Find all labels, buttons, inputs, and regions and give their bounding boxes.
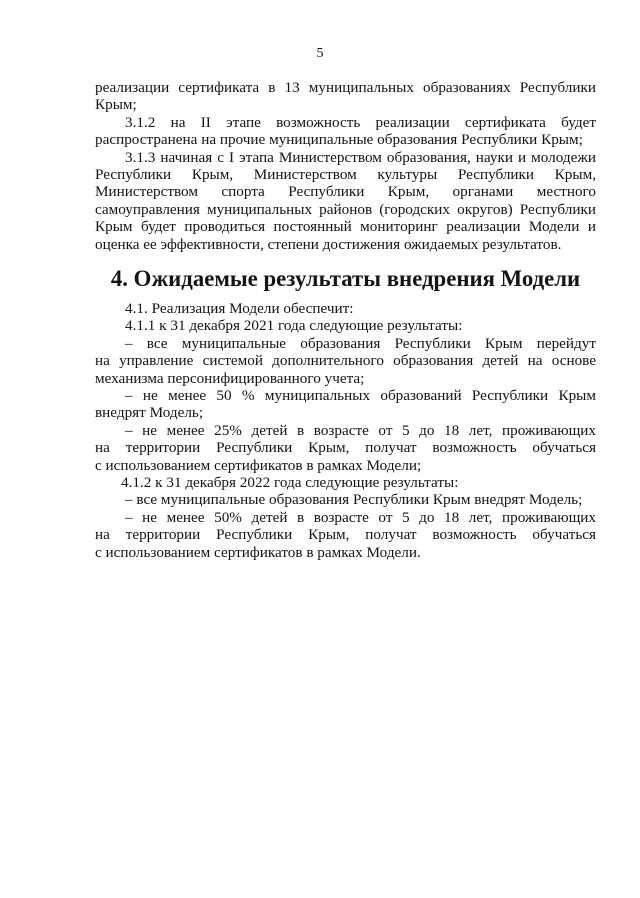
section-3-paragraphs <box>95 79 596 253</box>
text-line: 4.1.2 к 31 декабря 2022 года следующие результаты: <box>121 474 459 492</box>
text-line: – все муниципальные образования Республики Крым перейдут <box>125 334 596 352</box>
text-line: 3.1.2 на II этапе возможность реализации сертификата будет <box>125 113 596 131</box>
text-line: оценка ее эффективности, степени достижения ожидаемых результатов. <box>95 235 562 253</box>
text-line: Республики Крым, Министерством культуры Республики Крым, <box>95 166 596 184</box>
text-line: 3.1.3 начиная с I этапа Министерством образования, науки и молодежи <box>125 148 596 166</box>
text-line: Министерством спорта Республики Крым, органами местного <box>95 183 596 201</box>
text-line: на территории Республики Крым, получат возможность обучаться <box>95 526 596 544</box>
page-number: 5 <box>316 46 324 61</box>
text-line: – все муниципальные образования Республики Крым внедрят Модель; <box>125 491 583 509</box>
text-line: Крым; <box>95 96 137 114</box>
text-line: реализации сертификата в 13 муниципальных образованиях Республики <box>95 79 596 96</box>
text-line: механизма персонифицированного учета; <box>95 369 365 387</box>
text-line: с использованием сертификатов в рамках Модели. <box>95 543 421 561</box>
text-line: – не менее 50 % муниципальных образований Республики Крым <box>125 387 596 405</box>
section-4-heading: 4. Ожидаемые результаты внедрения Модели <box>110 266 581 291</box>
text-line: Крым будет проводиться постоянный мониторинг реализации Модели и <box>95 218 596 236</box>
text-line: распространена на прочие муниципальные образования Республики Крым; <box>95 131 583 149</box>
text-line: – не менее 50% детей в возрасте от 5 до 18 лет, проживающих <box>125 508 596 526</box>
text-line: – не менее 25% детей в возрасте от 5 до 18 лет, проживающих <box>125 421 596 439</box>
text-line: 4.1. Реализация Модели обеспечит: <box>125 300 354 317</box>
text-line: внедрят Модель; <box>95 404 204 422</box>
text-line: самоуправления муниципальных районов (городских округов) Республики <box>95 200 596 218</box>
text-line: на управление системой дополнительного образования детей на основе <box>95 352 596 370</box>
text-line: 4.1.1 к 31 декабря 2021 года следующие результаты: <box>125 317 463 335</box>
text-line: на территории Республики Крым, получат возможность обучаться <box>95 439 596 457</box>
section-4-paragraphs <box>95 300 596 561</box>
text-line: с использованием сертификатов в рамках Модели; <box>95 456 422 474</box>
